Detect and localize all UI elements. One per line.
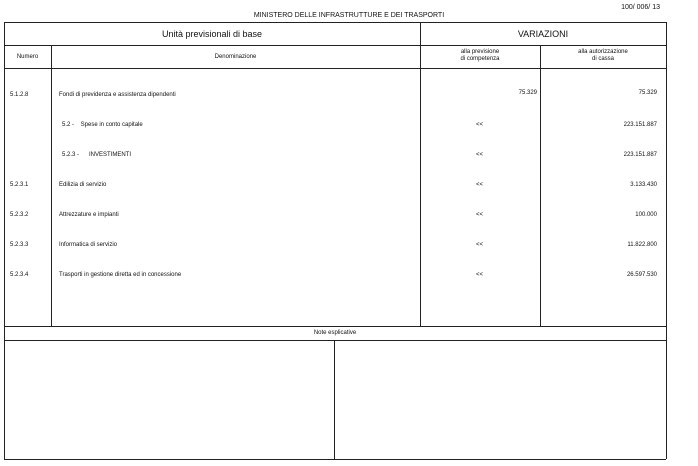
col-previsione-header-line2: di competenza (460, 56, 500, 62)
row-previsione: << (476, 242, 484, 248)
row-previsione: 75.329 (518, 90, 537, 96)
row-denominazione: 5.2.3 - INVESTIMENTI (62, 152, 132, 158)
row-denominazione: 5.2 - Spese in conto capitale (62, 122, 143, 128)
row-previsione: << (476, 182, 484, 188)
notes-title: Note esplicative (313, 330, 357, 336)
row-previsione: << (476, 212, 484, 218)
col-numero-header: Numero (16, 54, 39, 60)
row-cassa: 100.000 (635, 212, 657, 218)
col-previsione-header-line1: alla previsione (460, 49, 500, 55)
row-cassa: 26.597.530 (626, 272, 657, 278)
notes-right-box (335, 341, 666, 459)
row-numero: 5.2.3.1 (10, 182, 29, 188)
row-denominazione: Attrezzature e impianti (59, 212, 119, 218)
col-cassa-header-line2: di cassa (591, 56, 614, 62)
row-cassa: 11.822.800 (627, 242, 657, 248)
row-denominazione: Edilizia di servizio (59, 182, 107, 188)
row-previsione: << (476, 152, 484, 158)
row-previsione: << (476, 122, 484, 128)
row-cassa: 75.329 (638, 90, 657, 96)
row-previsione: << (476, 272, 484, 278)
variazioni-header: VARIAZIONI (517, 29, 569, 39)
page-reference: 100/ 006/ 13 (621, 4, 660, 11)
row-numero: 5.2.3.2 (10, 212, 29, 218)
unita-header: Unità previsionali di base (161, 29, 263, 39)
col-denominazione-header: Denominazione (214, 54, 257, 60)
row-numero: 5.1.2.8 (10, 92, 29, 98)
col-cassa-header-line1: alla autorizzazione (578, 49, 628, 55)
row-numero: 5.2.3.4 (10, 272, 29, 278)
row-denominazione: Informatica di servizio (59, 242, 118, 248)
row-cassa: 223.151.887 (623, 152, 657, 158)
ministry-title: MINISTERO DELLE INFRASTRUTTURE E DEI TRASPORTI (253, 12, 445, 19)
row-cassa: 3.133.430 (630, 182, 657, 188)
row-denominazione: Fondi di previdenza e assistenza dipendenti (59, 92, 176, 98)
notes-left-box (5, 341, 334, 459)
row-denominazione: Trasporti in gestione diretta ed in concessione (59, 272, 182, 278)
row-numero: 5.2.3.3 (10, 242, 29, 248)
row-cassa: 223.151.887 (623, 122, 657, 128)
